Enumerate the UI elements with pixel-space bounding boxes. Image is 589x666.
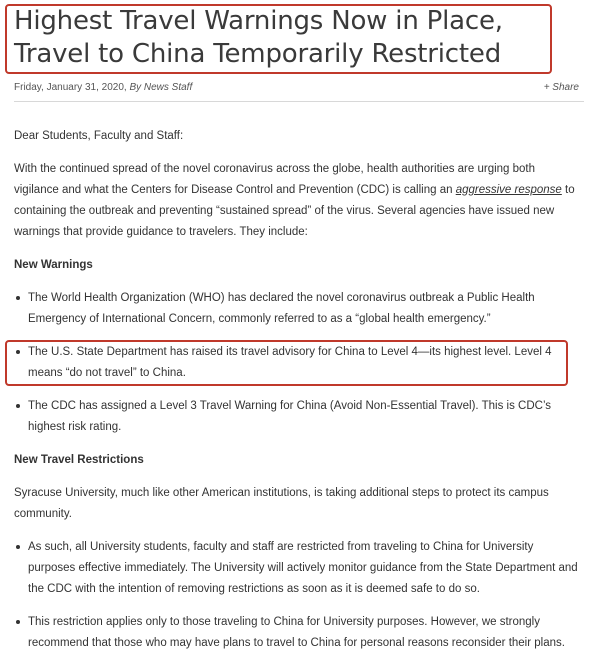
list-item: The U.S. State Department has raised its travel advisory for China to Level 4—its highest level. Level 4 means “do not travel” to China. — [14, 342, 579, 384]
salutation: Dear Students, Faculty and Staff: — [14, 130, 184, 142]
restrictions-intro: Syracuse University, much like other American institutions, is taking additional steps to protect its campus community. — [14, 487, 549, 520]
article-date: Friday, January 31, 2020, — [14, 82, 127, 93]
restrictions-list — [14, 537, 579, 654]
share-button[interactable]: + Share — [543, 82, 579, 93]
list-item: This restriction applies only to those traveling to China for University purposes. However, we strongly recommend that those who may have plans to travel to China for personal reasons reconsider their plans. — [14, 612, 579, 654]
article-body — [14, 126, 579, 666]
article-meta — [14, 82, 192, 93]
list-item: As such, all University students, faculty and staff are restricted from traveling to China for University purposes effective immediately. The University will actively monitor guidance from the State Department and the CDC with the intention of removing restrictions as soon as it is deemed safe to do so. — [14, 537, 579, 600]
list-item: The CDC has assigned a Level 3 Travel Warning for China (Avoid Non-Essential Travel). This is CDC’s highest risk rating. — [14, 396, 579, 438]
warnings-list — [14, 288, 579, 438]
meta-divider — [14, 101, 584, 102]
list-item: The World Health Organization (WHO) has declared the novel coronavirus outbreak a Public Health Emergency of International Concern, commonly referred to as a “global health emergency.” — [14, 288, 579, 330]
warnings-heading: New Warnings — [14, 259, 93, 271]
intro-text-2: to containing the outbreak and preventing “sustained spread” of the virus. Several agencies have issued new warnings that provide guidance to travelers. They include: — [14, 184, 575, 238]
intro-text-1: With the continued spread of the novel coronavirus across the globe, health authorities are urging both vigilance and what the Centers for Disease Control and Prevention (CDC) is calling an — [14, 163, 536, 196]
restrictions-heading: New Travel Restrictions — [14, 454, 144, 466]
intro-paragraph — [14, 159, 579, 243]
article-title: Highest Travel Warnings Now in Place, Travel to China Temporarily Restricted — [14, 6, 503, 69]
aggressive-response-link[interactable]: aggressive response — [455, 184, 562, 196]
article-byline: By News Staff — [129, 82, 193, 93]
